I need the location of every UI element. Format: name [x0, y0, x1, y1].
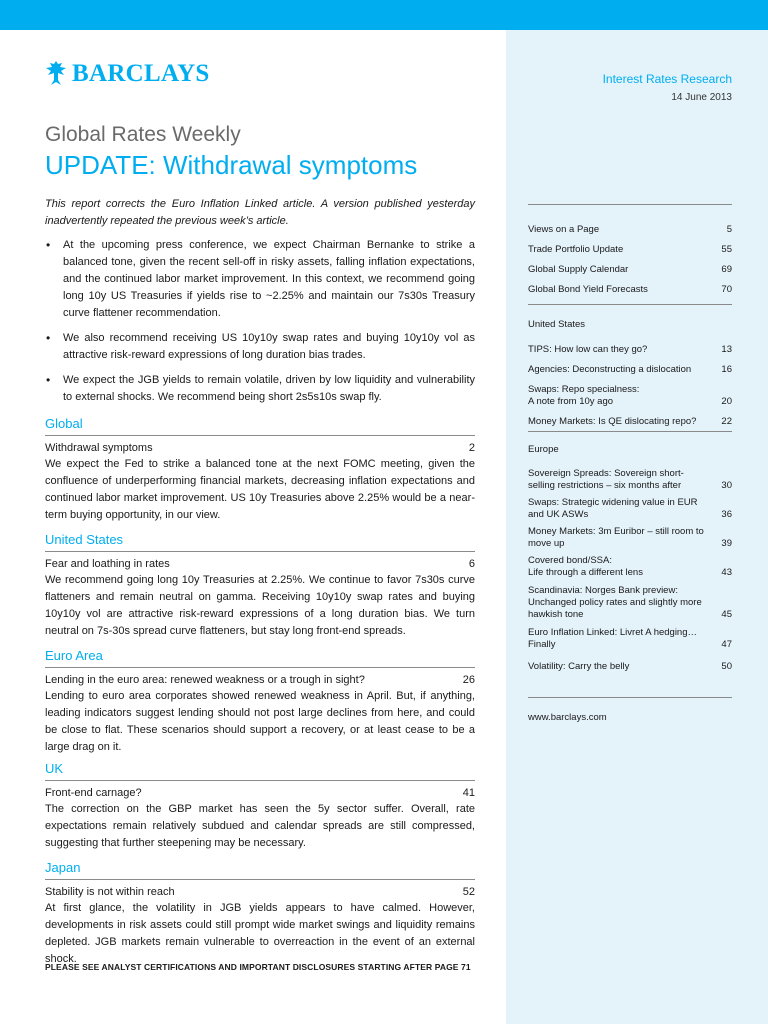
section-global: [45, 416, 475, 524]
top-accent-bar: [0, 0, 768, 30]
section-heading: UK: [45, 761, 475, 781]
toc-europe: [528, 462, 732, 673]
toc-main-divider: [528, 204, 732, 205]
toc-item-label: Covered bond/SSA: Life through a different lens: [528, 555, 643, 578]
research-series-name: Interest Rates Research: [602, 72, 732, 86]
brand-name: BARCLAYS: [72, 59, 210, 87]
toc-item-label: Sovereign Spreads: Sovereign short-selling restrictions – six months after: [528, 468, 684, 491]
publication-series: Global Rates Weekly: [45, 123, 241, 146]
toc-item-label: Agencies: Deconstructing a dislocation: [528, 364, 692, 375]
article-page-number: 2: [468, 442, 475, 454]
article-page-number: 52: [462, 886, 475, 898]
toc-section-heading: United States: [528, 319, 586, 330]
toc-item-page: 50: [721, 661, 732, 672]
toc-item-label: Volatility: Carry the belly: [528, 661, 630, 672]
toc-item-page: 43: [721, 567, 732, 578]
toc-item-label: Views on a Page: [528, 224, 600, 235]
website-link[interactable]: www.barclays.com: [528, 712, 607, 723]
toc-item-label: Swaps: Strategic widening value in EUR and UK ASWs: [528, 497, 698, 520]
toc-item[interactable]: [528, 336, 732, 356]
section-heading: Global: [45, 416, 475, 436]
article-title: Front-end carnage?: [45, 787, 142, 799]
article-page-number: 41: [462, 787, 475, 799]
toc-item-page: 55: [721, 244, 732, 255]
toc-item[interactable]: [528, 216, 732, 236]
article-link[interactable]: [45, 885, 475, 900]
article-summary: At first glance, the volatility in JGB yields appears to have calmed. However, developments in risk assets could still prompt wide market swings and liquidity remains depleted. JGB markets remain vulnerable to overreaction in the event of an external shock.: [45, 902, 475, 965]
toc-item[interactable]: [528, 356, 732, 376]
page-title: UPDATE: Withdrawal symptoms: [45, 150, 418, 180]
toc-item-page: 22: [721, 416, 732, 427]
article-page-number: 6: [468, 558, 475, 570]
toc-item-label: TIPS: How low can they go?: [528, 344, 648, 355]
toc-item[interactable]: [528, 492, 732, 521]
section-euro-area: [45, 648, 475, 756]
toc-main: [528, 216, 732, 296]
toc-item-label: Money Markets: 3m Euribor – still room to move up: [528, 526, 704, 549]
toc-item[interactable]: [528, 276, 732, 296]
article-title: Withdrawal symptoms: [45, 442, 153, 454]
barclays-logo: [45, 60, 210, 86]
toc-item-page: 39: [721, 538, 732, 549]
toc-item[interactable]: [528, 651, 732, 673]
toc-item[interactable]: [528, 408, 732, 428]
toc-item[interactable]: [528, 462, 732, 492]
eagle-icon: [45, 60, 67, 86]
toc-item[interactable]: [528, 376, 732, 408]
toc-item-page: 45: [721, 609, 732, 620]
toc-item-page: 69: [721, 264, 732, 275]
article-title: Stability is not within reach: [45, 886, 175, 898]
key-point: • We also recommend receiving US 10y10y swap rates and buying 10y10y vol as attractive risk-reward expressions of long duration bias trades.: [45, 330, 475, 364]
key-point: • At the upcoming press conference, we expect Chairman Bernanke to strike a balanced tone, given the recent sell-off in risky assets, falling inflation expectations, and the continued labor market improvement. In this context, we recommend going long 10y US Treasuries if yields rise to ~2.25% and maintain our 7s30s Treasury curve flattener recommendation.: [45, 237, 475, 322]
section-heading: Japan: [45, 860, 475, 880]
toc-item-label: Euro Inflation Linked: Livret A hedging… Finally: [528, 627, 698, 650]
toc-section-heading: Europe: [528, 444, 559, 455]
key-point: • We expect the JGB yields to remain volatile, driven by low liquidity and vulnerability to external shocks. We recommend being short 2s5s10s swap fly.: [45, 372, 475, 406]
section-united-states: [45, 532, 475, 640]
toc-item-label: Money Markets: Is QE dislocating repo?: [528, 416, 697, 427]
disclosure-notice: PLEASE SEE ANALYST CERTIFICATIONS AND IMPORTANT DISCLOSURES STARTING AFTER PAGE 71: [45, 962, 471, 972]
toc-item[interactable]: [528, 621, 732, 651]
toc-item[interactable]: [528, 256, 732, 276]
section-uk: [45, 761, 475, 852]
article-title: Fear and loathing in rates: [45, 558, 170, 570]
toc-europe-divider: [528, 431, 732, 432]
toc-item-page: 20: [721, 396, 732, 407]
toc-item-page: 47: [721, 639, 732, 650]
section-heading: United States: [45, 532, 475, 552]
toc-item-page: 16: [721, 364, 732, 375]
article-link[interactable]: [45, 786, 475, 801]
publication-date: 14 June 2013: [671, 92, 732, 103]
article-summary: We expect the Fed to strike a balanced tone at the next FOMC meeting, given the confluence of underperforming financial markets, decreasing inflation expectations and continued labor market improvement. US 10y Treasuries above 2.25% would be a near-term buying opportunity, in our view.: [45, 458, 475, 521]
toc-item[interactable]: [528, 521, 732, 550]
article-page-number: 26: [462, 674, 475, 686]
article-summary: The correction on the GBP market has seen the 5y sector suffer. Overall, rate expectations remain relatively subdued and calendar spreads are still compressed, suggesting that further steepening may be necessary.: [45, 803, 475, 849]
key-points-list: [45, 237, 475, 414]
toc-item-page: 30: [721, 480, 732, 491]
toc-item[interactable]: [528, 550, 732, 579]
toc-item-label: Scandinavia: Norges Bank preview: Unchanged policy rates and slightly more hawkish tone: [528, 585, 702, 620]
toc-item-label: Global Supply Calendar: [528, 264, 629, 275]
article-summary: We recommend going long 10y Treasuries at 2.25%. We continue to favor 7s30s curve flatteners and remain neutral on gamma. Receiving 10y10y swap rates and buying 10y10y vol are attractive risk-reward expressions of a long duration bias. We turn neutral on 7s-30s spread curve flatteners, but stay long front-end spreads.: [45, 574, 475, 637]
toc-item-page: 70: [721, 284, 732, 295]
article-link[interactable]: [45, 673, 475, 688]
toc-item-page: 13: [721, 344, 732, 355]
toc-item-label: Swaps: Repo specialness: A note from 10y ago: [528, 384, 640, 407]
toc-item[interactable]: [528, 236, 732, 256]
section-heading: Euro Area: [45, 648, 475, 668]
toc-end-divider: [528, 697, 732, 698]
article-summary: Lending to euro area corporates showed renewed weakness in April. But, if anything, leading indicators suggest lending should not post large declines from here, and could be close to flat. These scenarios should support a recovery, or at least cease to be a large drag on it.: [45, 690, 475, 753]
correction-note: This report corrects the Euro Inflation Linked article. A version published yesterday inadvertently repeated the previous week’s article.: [45, 198, 475, 227]
toc-item-label: Global Bond Yield Forecasts: [528, 284, 648, 295]
toc-us-divider: [528, 304, 732, 305]
article-link[interactable]: [45, 557, 475, 572]
toc-item-page: 36: [721, 509, 732, 520]
article-link[interactable]: [45, 441, 475, 456]
toc-item[interactable]: [528, 579, 732, 621]
toc-item-page: 5: [726, 224, 732, 235]
article-title: Lending in the euro area: renewed weakness or a trough in sight?: [45, 674, 365, 686]
toc-item-label: Trade Portfolio Update: [528, 244, 624, 255]
section-japan: [45, 860, 475, 968]
toc-us: [528, 336, 732, 428]
